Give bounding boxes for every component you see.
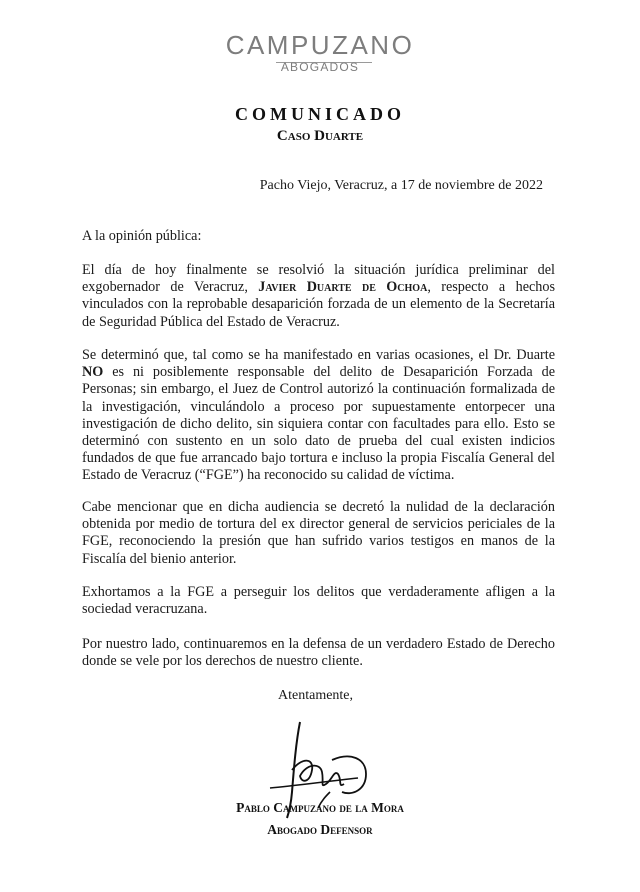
p2-emphasis: NO — [82, 364, 104, 381]
paragraph-1 — [82, 262, 555, 331]
p2-text-before: Se determinó que, tal como se ha manifestado en varias ocasiones, el Dr. Duarte — [82, 347, 555, 363]
paragraph-5: Por nuestro lado, continuaremos en la defensa de un verdadero Estado de Derecho donde se vele por los derechos de nuestro cliente. — [82, 636, 555, 670]
p1-text-after: , respecto a hechos vinculados con la reprobable desaparición forzada de un elemento de la Secretaría de Seguridad Pública del Estado de Veracruz. — [82, 279, 555, 330]
closing: Atentamente, — [278, 688, 354, 703]
signer-name: Pablo Campuzano de la Mora — [236, 800, 404, 815]
signer-role: Abogado Defensor — [267, 822, 373, 837]
paragraph-4: Exhortamos a la FGE a perseguir los delitos que verdaderamente afligen a la sociedad veracruzana. — [82, 584, 555, 618]
document-title: COMUNICADO — [235, 104, 405, 124]
document-subtitle: Caso Duarte — [276, 128, 364, 144]
paragraph-3: Cabe mencionar que en dicha audiencia se decretó la nulidad de la declaración obtenida por medio de tortura del ex director general de servicios periciales de la FGE, reconociendo la presión que han sufrido varios testigos en manos de la Fiscalía del bienio anterior. — [82, 499, 555, 567]
firm-logo-name: CAMPUZANO — [225, 30, 415, 60]
p2-text-after: es ni posiblemente responsable del delito de Desaparición Forzada de Personas; sin embargo, el Juez de Control autorizó la continuación formalizada de la investigación, vinculándolo a proceso por supuestamente entorpecer una investigación de dicho delito, sin siquiera contar con facultades para ello. Esto se determinó con sustento en un solo dato de prueba del cual existen indicios fundados de que fue arrancado bajo tortura e incluso la propia Fiscalía General del Estado de Veracruz (“FGE”) ha reconocido su calidad de víctima. — [82, 364, 555, 484]
p1-text-before: El día de hoy finalmente se resolvió la situación jurídica preliminar del exgobernador de Veracruz, — [82, 262, 555, 296]
greeting: A la opinión pública: — [82, 228, 202, 244]
dateline: Pacho Viejo, Veracruz, a 17 de noviembre de 2022 — [259, 178, 543, 193]
defendant-name: Javier Duarte de Ochoa — [258, 279, 428, 296]
firm-logo-subtitle: ABOGADOS — [280, 60, 360, 74]
paragraph-2 — [82, 347, 555, 485]
